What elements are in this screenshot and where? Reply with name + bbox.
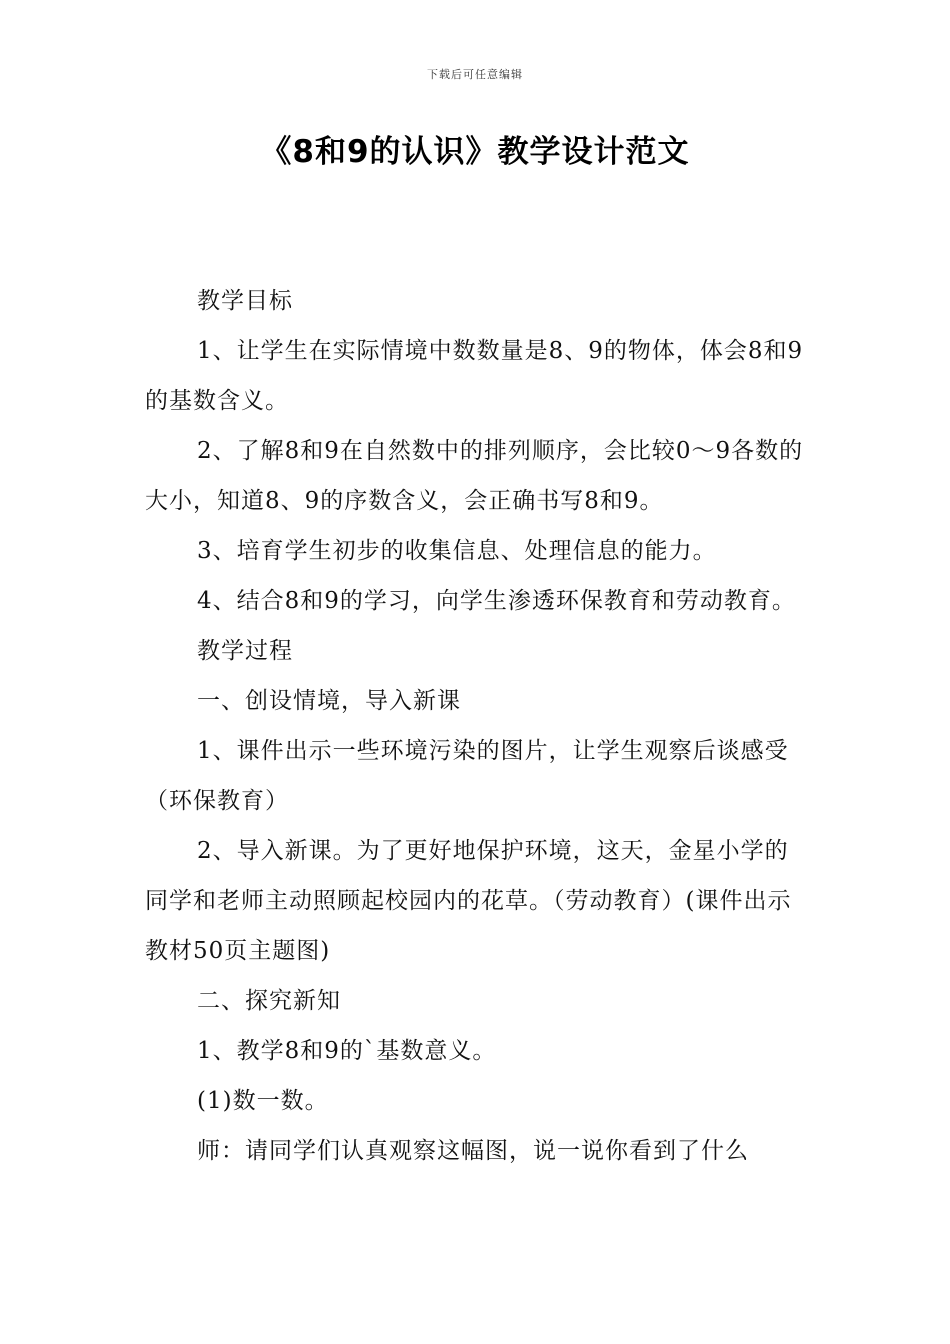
paragraph: 1、教学8和9的`基数意义。	[197, 1038, 497, 1064]
section-heading-process: 教学过程	[197, 638, 293, 664]
paragraph: 4、结合8和9的学习，向学生渗透环保教育和劳动教育。	[197, 588, 796, 614]
document-title: 《8和9的认识》教学设计范文	[260, 134, 690, 170]
paragraph: 2、导入新课。为了更好地保护环境，这天，金星小学的同学和老师主动照顾起校园内的花草。（劳动教育）(课件出示教材50页主题图)	[145, 838, 792, 964]
paragraph: (1)数一数。	[197, 1088, 329, 1114]
subsection-heading: 一、创设情境，导入新课	[197, 688, 461, 714]
paragraph: 1、让学生在实际情境中数数量是8、9的物体，体会8和9的基数含义。	[145, 338, 804, 414]
paragraph: 3、培育学生初步的收集信息、处理信息的能力。	[197, 538, 717, 564]
paragraph: 1、课件出示一些环境污染的图片，让学生观察后谈感受 （环保教育）	[145, 738, 789, 814]
subsection-heading: 二、探究新知	[197, 988, 341, 1014]
paragraph: 师：请同学们认真观察这幅图，说一说你看到了什么	[197, 1138, 749, 1164]
section-heading-goals: 教学目标	[197, 288, 293, 314]
paragraph: 2、了解8和9在自然数中的排列顺序，会比较0～9各数的大小，知道8、9的序数含义，会正确书写8和9。	[145, 438, 804, 514]
document-body	[145, 276, 809, 1176]
header-note: 下载后可任意编辑	[427, 68, 523, 81]
